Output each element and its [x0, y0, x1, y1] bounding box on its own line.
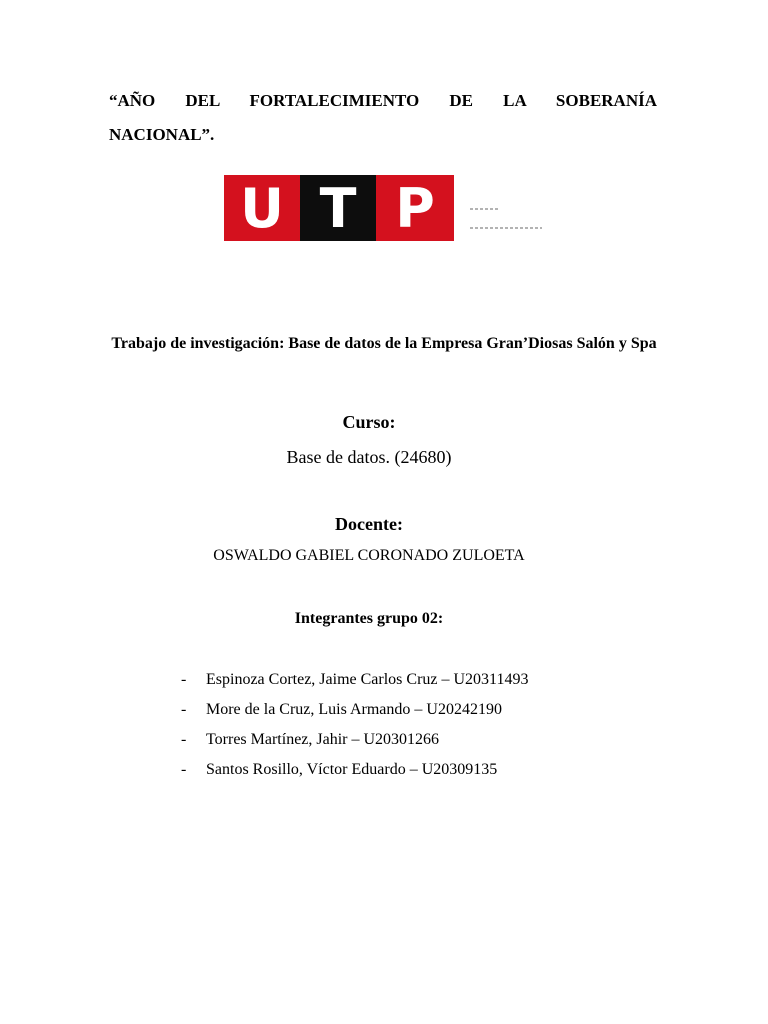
bullet-dash: -: [181, 701, 187, 718]
national-motto: [109, 84, 657, 152]
logo-faint-text: [470, 208, 498, 210]
bullet-dash: -: [181, 761, 187, 778]
member-name: Torres Martínez, Jahir – U20301266: [206, 731, 440, 748]
logo-box-p: [376, 175, 454, 241]
motto-word: SOBERANÍA: [555, 91, 658, 110]
teacher-name: OSWALDO GABIEL CORONADO ZULOETA: [213, 547, 525, 564]
list-item: [181, 758, 528, 788]
motto-line-1: [109, 84, 657, 118]
members-list: [181, 668, 528, 788]
logo-faint-text: [470, 227, 542, 229]
member-name: Espinoza Cortez, Jaime Carlos Cruz – U20311493: [206, 671, 529, 688]
list-item: [181, 728, 528, 758]
motto-word: DEL: [185, 91, 220, 110]
logo-box-t: [300, 175, 376, 241]
motto-word: DE: [449, 91, 474, 110]
motto-word: FORTALECIMIENTO: [249, 91, 420, 110]
logo-box-u: [224, 175, 300, 241]
motto-line-2: NACIONAL”.: [109, 125, 215, 144]
motto-word: LA: [503, 91, 526, 110]
course-label: Curso:: [342, 412, 396, 432]
list-item: [181, 668, 528, 698]
teacher-label: Docente:: [335, 514, 403, 534]
utp-logo: [224, 175, 544, 241]
bullet-dash: -: [181, 671, 187, 688]
logo-letter-t: T: [319, 176, 357, 240]
member-name: More de la Cruz, Luis Armando – U20242190: [206, 701, 502, 718]
list-item: [181, 698, 528, 728]
logo-letter-p: P: [395, 176, 435, 240]
course-name: Base de datos. (24680): [286, 447, 452, 467]
document-title: Trabajo de investigación: Base de datos de la Empresa Gran’Diosas Salón y Spa: [111, 335, 657, 352]
member-name: Santos Rosillo, Víctor Eduardo – U20309135: [206, 761, 498, 778]
motto-word: “AÑO: [109, 91, 156, 110]
bullet-dash: -: [181, 731, 187, 748]
members-label: Integrantes grupo 02:: [294, 610, 444, 627]
logo-letter-u: U: [240, 176, 284, 240]
